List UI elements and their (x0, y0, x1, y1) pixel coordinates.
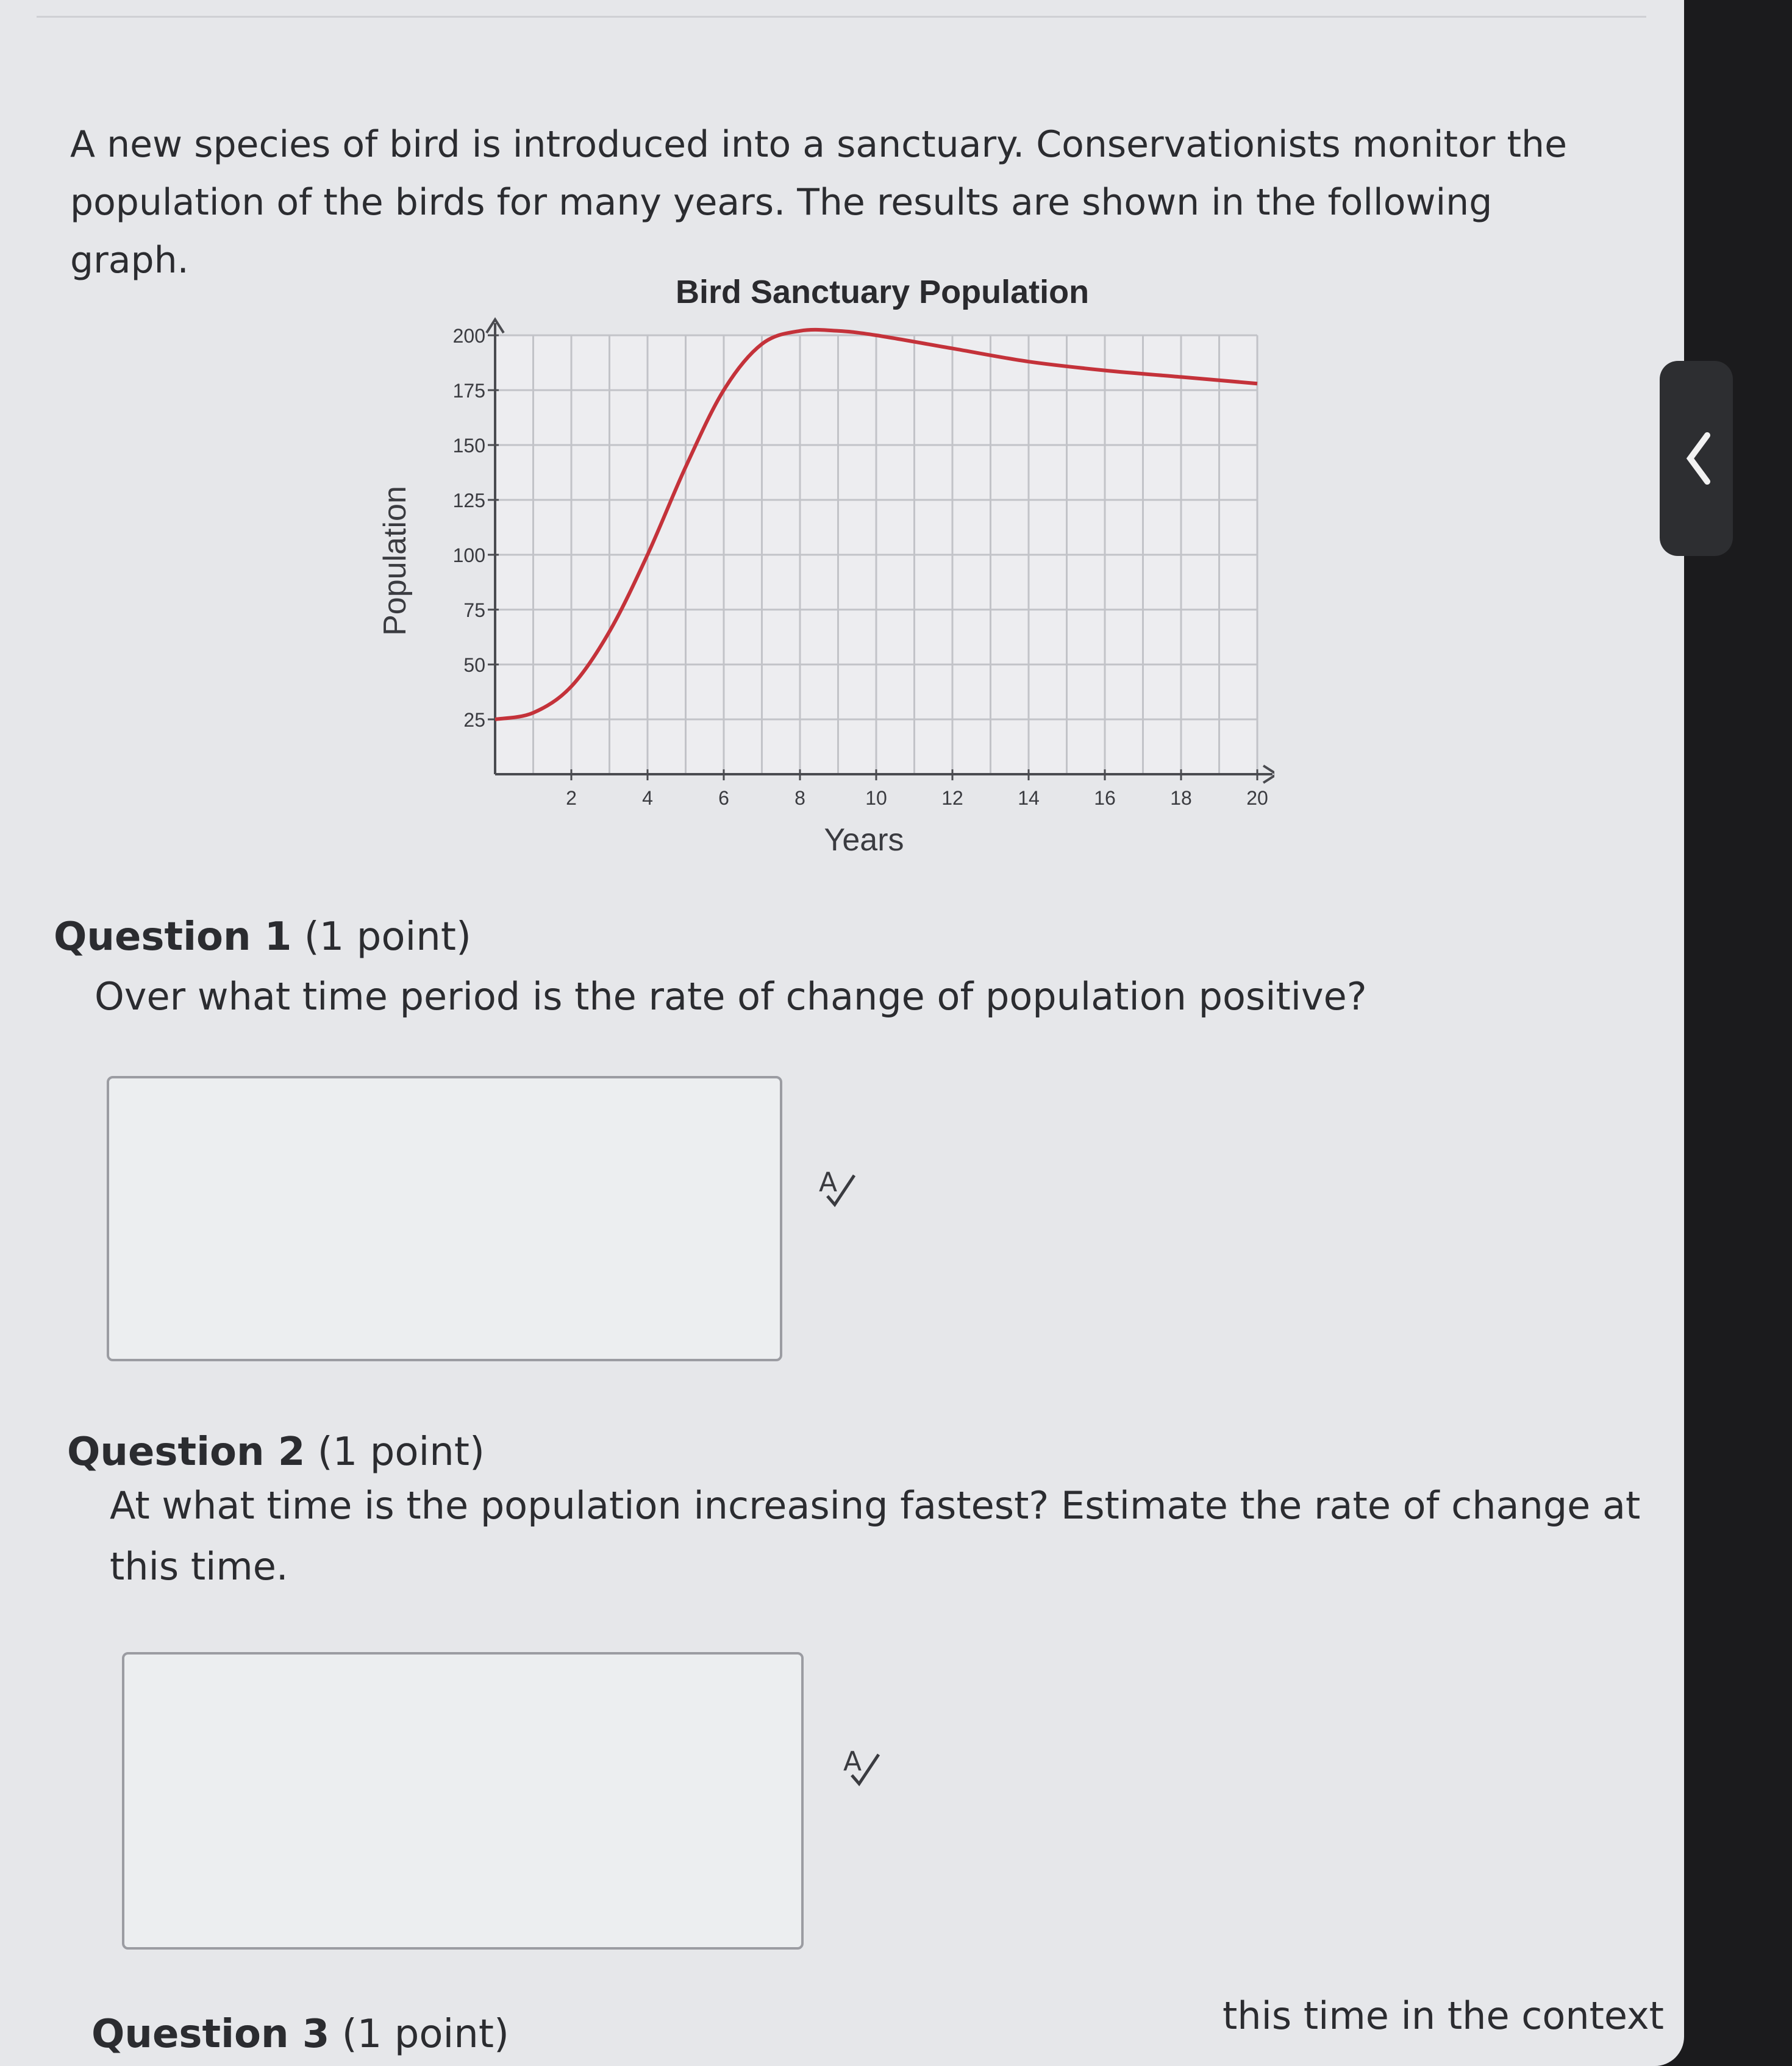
y-tick-label: 125 (452, 490, 485, 511)
y-tick-label: 150 (452, 435, 485, 457)
y-tick-label: 175 (452, 380, 485, 402)
y-axis-label: Population (377, 486, 413, 636)
x-tick-label: 20 (1246, 787, 1268, 809)
question-3-title: Question 3 (91, 2012, 330, 2057)
x-tick-label: 14 (1018, 787, 1040, 809)
x-tick-label: 18 (1170, 787, 1192, 809)
question-1-answer-input[interactable] (107, 1076, 782, 1361)
x-tick-label: 8 (794, 787, 805, 809)
question-2-title: Question 2 (67, 1430, 305, 1475)
x-tick-label: 6 (718, 787, 729, 809)
y-tick-label: 25 (463, 709, 485, 731)
x-tick-label: 16 (1094, 787, 1116, 809)
question-3-heading (91, 2012, 509, 2057)
question-1-title: Question 1 (54, 914, 292, 960)
y-tick-label: 75 (463, 599, 485, 621)
svg-text:A: A (819, 1167, 838, 1198)
chevron-left-icon (1678, 428, 1721, 489)
question-1-heading (54, 914, 471, 960)
svg-text:A: A (843, 1746, 862, 1777)
side-panel-toggle[interactable] (1660, 361, 1733, 556)
x-tick-label: 4 (642, 787, 653, 809)
y-tick-label: 200 (452, 325, 485, 347)
x-axis-label: Years (824, 822, 904, 858)
question-1-text: Over what time period is the rate of change of population positive? (95, 974, 1367, 1019)
question-2-text: At what time is the population increasing fastest? Estimate the rate of change at this time. (110, 1483, 1641, 1589)
chart-title: Bird Sanctuary Population (676, 274, 1090, 310)
x-tick-label: 2 (566, 787, 577, 809)
question-2-answer-input[interactable] (122, 1652, 804, 1950)
y-tick-label: 100 (452, 544, 485, 566)
question-1-points: (1 point) (304, 914, 471, 960)
y-tick-label: 50 (463, 654, 485, 676)
intro-text: A new species of bird is introduced into a sanctuary. Conservationists monitor the population of the birds for many years. The results are shown in the following graph. (70, 123, 1567, 282)
x-tick-label: 10 (865, 787, 887, 809)
x-tick-label: 12 (941, 787, 963, 809)
question-2-heading (67, 1430, 485, 1475)
spellcheck-icon[interactable] (838, 1744, 887, 1792)
question-3-points: (1 point) (341, 2012, 509, 2057)
population-chart (360, 317, 1274, 866)
spellcheck-icon[interactable] (814, 1164, 863, 1213)
divider (37, 16, 1646, 18)
question-2-points: (1 point) (317, 1430, 485, 1475)
question-3-text-fragment: this time in the context (1223, 1993, 1664, 2038)
